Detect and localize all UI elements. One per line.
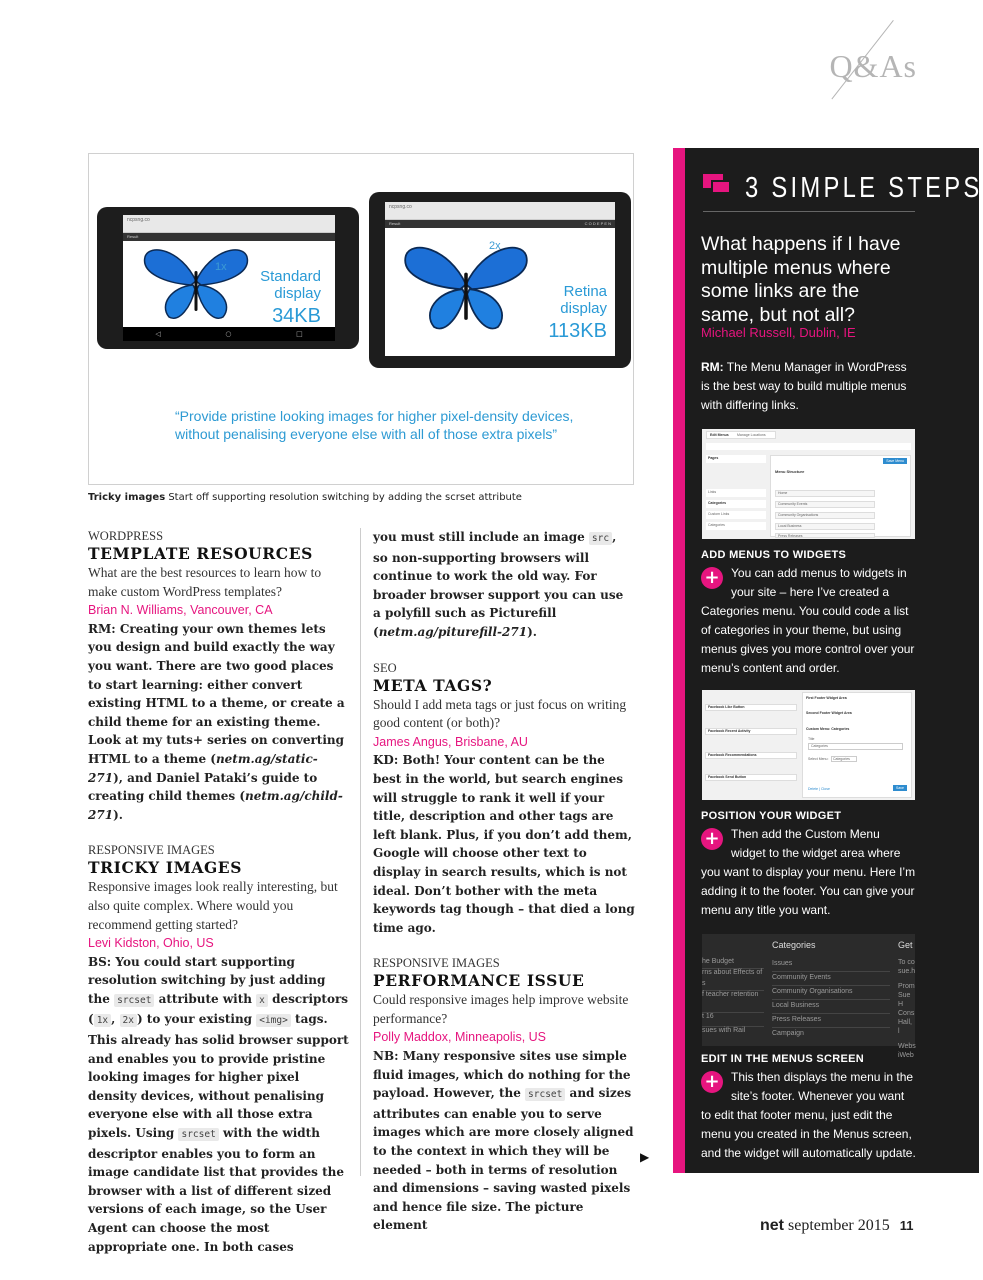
step-3-title: EDIT IN THE MENUS SCREEN	[701, 1053, 865, 1065]
page-number: 11	[899, 1218, 914, 1233]
left-panel-item: Pages	[706, 455, 766, 463]
link[interactable]: netm.ag/child-271	[88, 789, 343, 822]
screenshot-widgets	[702, 690, 915, 800]
answer	[373, 751, 635, 937]
answer-text: , so non-supporting browsers will continue to work the old way. For broader browser support you can use a polyfill such as Picturefill (	[373, 530, 624, 639]
asker: James Angus, Brisbane, AU	[373, 734, 528, 749]
footer-menu-item[interactable]: Issues	[772, 958, 890, 972]
answer-text: and sizes attributes can enable you to serve images which are more closely aligned to the context in which they will be needed – both in terms of resolution and dimensions – saving wasted pixels and hence file size. The picture element	[373, 1086, 634, 1233]
sidebar-accent-bar	[673, 148, 685, 1173]
footer-categories-heading: Categories	[772, 940, 816, 950]
widget-item: Facebook Recent Activity	[705, 728, 797, 735]
menu-structure-heading: Menu Structure	[775, 469, 805, 474]
section-tag: SEO	[373, 660, 397, 675]
answer	[373, 1047, 635, 1235]
asker: Polly Maddox, Minneapolis, US	[373, 1030, 546, 1045]
code-src: src	[589, 532, 612, 545]
tablet-standard	[97, 207, 359, 349]
custom-menu-widget: Custom Menu: Categories	[806, 727, 850, 731]
tab-edit-menus: Edit Menus	[710, 433, 729, 437]
section-header: Q&As	[829, 48, 917, 84]
answer-text: descriptors (	[88, 991, 349, 1027]
answer-text: you must still include an image	[373, 530, 589, 544]
answer	[88, 953, 350, 1257]
footer-right-text: sue.h	[898, 968, 916, 975]
footer-menu-item[interactable]: Campaign	[772, 1030, 804, 1037]
question: What are the best resources to learn how to make custom WordPress templates?	[88, 565, 322, 599]
answer-text: Both! Your content can be the best in the world, but search engines will struggle to rank it well if your title, description and other tags are left blank. Plus, if you don’t add them, Google will choose other text to display in search results, which is not ideal. Don’t bother with the meta keywords tag though – that died a long time ago.	[373, 753, 635, 935]
issue-date: september 2015	[784, 1217, 890, 1234]
left-panel-item: Custom Links	[706, 511, 766, 519]
figure-quote-line-2: without penalising everyone else with all of those extra pixels”	[175, 426, 558, 443]
answer-lead: BS:	[88, 954, 112, 969]
asker: Brian N. Williams, Vancouver, CA	[88, 603, 273, 618]
step-1-body	[701, 564, 916, 678]
page-footer	[760, 1217, 914, 1235]
plus-icon: +	[701, 1071, 723, 1093]
plus-icon: +	[701, 828, 723, 850]
section-title: PERFORMANCE ISSUE	[373, 971, 585, 991]
step-2-body	[701, 825, 916, 920]
menu-item: Press Releases	[775, 533, 875, 538]
footer-left-text: sues with Rail	[702, 1027, 746, 1034]
retina-label-1: Retina	[563, 283, 607, 300]
answer-lead: RM:	[701, 360, 724, 374]
save-widget-button[interactable]: Save	[893, 785, 907, 791]
section-tag: RESPONSIVE IMAGES	[88, 843, 215, 858]
sidebar-title: 3 SIMPLE STEPS	[745, 172, 983, 204]
question: Should I add meta tags or just focus on writing good content (or both)?	[373, 696, 627, 731]
code-2x: 2x	[120, 1014, 137, 1027]
widget-item: Facebook Like Button	[705, 704, 797, 711]
title-field[interactable]: Categories	[808, 743, 903, 750]
answer-text: with the width descriptor enables you to form an image candidate list that provides the browser with a list of different sized versions of each image, so the User Agent can choose the most appropriate one. In both cases	[88, 1126, 344, 1254]
save-menu-button[interactable]: Save Menu	[883, 458, 907, 464]
browser-bar	[385, 202, 615, 220]
codepen-toolbar	[123, 233, 335, 241]
tab-manage-locations: Manage Locations	[737, 433, 766, 437]
question: Responsive images look really interesting, but also quite complex. Where would you recommend getting started?	[88, 879, 338, 932]
answer-text: Many responsive sites use simple fluid images, which do nothing for the payload. However, the	[373, 1049, 631, 1101]
result-tab: Result	[389, 221, 401, 226]
url-text: ncpsng.co	[389, 204, 412, 210]
answer-text: ).	[113, 807, 123, 822]
answer-lead: NB:	[373, 1049, 399, 1064]
footer-menu-item[interactable]: Community Events	[772, 972, 890, 986]
footer-left-text: f teacher retention	[702, 991, 764, 1013]
question: Could responsive images help improve website performance?	[373, 992, 629, 1026]
menu-item: Community Events	[775, 501, 875, 508]
column-1	[88, 528, 350, 1256]
answer-continued	[373, 528, 635, 642]
answer-text: ,	[111, 1012, 120, 1027]
url-text: ncpsng.co	[127, 217, 150, 223]
answer-lead: KD:	[373, 753, 399, 768]
answer-text: attribute with	[154, 991, 257, 1006]
code-srcset: srcset	[114, 994, 154, 1007]
link[interactable]: netm.ag/static-271	[88, 751, 318, 785]
footer-right-text: Cons	[898, 1010, 915, 1017]
widget-area-1: First Footer Widget Area	[806, 696, 847, 700]
screenshot-menus-screen	[702, 429, 915, 539]
tablet-retina-screen	[385, 202, 615, 356]
footer-left-text: he Budget	[702, 958, 764, 969]
standard-size: 34KB	[272, 305, 321, 327]
sidebar-asker: Michael Russell, Dublin, IE	[701, 325, 856, 340]
standard-label-2: display	[274, 285, 321, 302]
retina-size: 113KB	[548, 320, 607, 342]
answer-text: tags. This already has solid browser support and enables you to provide pristine looking images for higher pixel density devices, without penalising everyone else with all those extra pixels. Using	[88, 1012, 349, 1141]
magazine-brand: net	[760, 1217, 784, 1234]
answer-text: Creating your own themes lets you design and build exactly the way you want. There are two good places to start learning: either convert existing HTML to a theme, or create a child theme for an existing theme. Look at my tuts+ series on converting HTML to a theme (	[88, 621, 345, 766]
answer-lead: RM:	[88, 621, 116, 636]
step-1-text: You can add menus to widgets in your site – here I’ve created a Categories menu. You could code a list of categories in your theme, but using menus gives you more control over your menu’s content and order.	[701, 566, 915, 675]
butterfly-image	[401, 238, 531, 338]
codepen-toolbar	[385, 220, 615, 228]
footer-get-heading: Get	[898, 940, 913, 950]
code-1x: 1x	[94, 1014, 111, 1027]
figure-quote-line-1: “Provide pristine looking images for higher pixel-density devices,	[175, 408, 574, 424]
screenshot-footer-menu	[702, 934, 916, 1059]
footer-right-text: iWeb	[898, 1052, 914, 1059]
android-navbar: ◁ ○ □	[123, 327, 335, 341]
multiplier-2x: 2x	[489, 240, 501, 252]
code-x: x	[256, 994, 268, 1007]
section-title: TRICKY IMAGES	[88, 858, 242, 878]
footer-right-text: Sue H	[898, 992, 911, 1008]
footer-right-text: Hall, l	[898, 1019, 913, 1035]
step-2-title: POSITION YOUR WIDGET	[701, 810, 842, 822]
steps-icon	[703, 174, 737, 198]
menu-item: Community Organisations	[775, 512, 875, 519]
footer-left-text: s	[702, 980, 764, 991]
retina-label-2: display	[560, 300, 607, 317]
link[interactable]: netm.ag/piturefill-271	[378, 624, 528, 639]
answer-text: ) to your existing	[136, 1012, 257, 1027]
sidebar-answer	[701, 358, 916, 415]
butterfly-image	[141, 245, 251, 323]
codepen-brand: C O D E P E N	[584, 221, 611, 226]
standard-label-1: Standard	[260, 268, 321, 285]
figure-tablets	[88, 153, 634, 485]
footer-right-text: Prom	[898, 983, 915, 990]
step-2-text: Then add the Custom Menu widget to the widget area where you want to display your menu. Here I’m adding it to the footer. You can give your menu any title you want.	[701, 827, 916, 917]
widget-area-2: Second Footer Widget Area	[806, 711, 852, 715]
select-menu-label: Select Menu:	[808, 757, 829, 761]
tablet-standard-screen	[123, 215, 335, 341]
caption-title: Tricky images	[88, 492, 166, 503]
delete-close-link[interactable]: Delete | Close	[808, 787, 830, 791]
select-menu-dropdown[interactable]: Categories	[831, 756, 857, 762]
widget-item: Facebook Send Button	[705, 774, 797, 781]
section-tag: WORDPRESS	[88, 529, 164, 543]
footer-left-text: rns about Effects of	[702, 969, 763, 976]
figure-quote	[175, 407, 615, 443]
continue-arrow-icon: ▶	[640, 1150, 650, 1164]
answer-text: ).	[527, 624, 537, 639]
sidebar-question: What happens if I have multiple menus where some links are the same, but not all?	[701, 233, 901, 326]
footer-right-text: To co	[898, 959, 915, 966]
column-2	[373, 528, 635, 1235]
menu-item: Local Business	[775, 523, 875, 530]
menu-item: Home	[775, 490, 875, 497]
column-divider	[360, 528, 361, 1176]
sidebar-header	[703, 170, 983, 212]
answer-text: The Menu Manager in WordPress is the best way to build multiple menus with differing links.	[701, 360, 907, 412]
code-srcset: srcset	[178, 1128, 218, 1141]
footer-menu-item[interactable]: Press Releases	[772, 1014, 890, 1028]
caption-text: Start off supporting resolution switching by adding the scrset attribute	[165, 492, 522, 503]
section-title: META TAGS?	[373, 675, 493, 695]
browser-bar	[123, 215, 335, 233]
step-3-text: This then displays the menu in the site’s footer. Whenever you want to edit that footer menu, just edit the menu you created in the Menus screen, and the widget will automatically update.	[701, 1070, 916, 1160]
figure-caption	[88, 492, 522, 503]
multiplier-1x: 1x	[215, 261, 227, 273]
widget-item: Facebook Recommendations	[705, 752, 797, 759]
footer-left-text: t 16	[702, 1013, 764, 1027]
sidebar-3-simple-steps	[685, 148, 983, 1173]
tablet-retina	[369, 192, 631, 368]
result-tab: Result	[127, 234, 139, 239]
footer-menu-item[interactable]: Local Business	[772, 1000, 890, 1014]
code-img: <img>	[256, 1014, 291, 1027]
left-panel-item: Categories	[706, 500, 766, 508]
footer-right-text: Webs	[898, 1043, 916, 1050]
footer-menu-item[interactable]: Community Organisations	[772, 986, 890, 1000]
left-panel-item: Categories	[706, 522, 766, 530]
answer-text: ), and Daniel Pataki’s guide to creating child themes (	[88, 770, 318, 804]
step-3-body	[701, 1068, 916, 1163]
answer-text: You could start supporting resolution switching by just adding the	[88, 954, 326, 1006]
step-1-title: ADD MENUS TO WIDGETS	[701, 549, 847, 561]
section-tag: RESPONSIVE IMAGES	[373, 956, 500, 971]
title-label: Title	[808, 737, 815, 741]
answer	[88, 620, 350, 825]
asker: Levi Kidston, Ohio, US	[88, 936, 214, 951]
plus-icon: +	[701, 567, 723, 589]
left-panel-item: Links	[706, 489, 766, 497]
code-srcset: srcset	[525, 1088, 565, 1101]
section-title: TEMPLATE RESOURCES	[88, 544, 313, 563]
